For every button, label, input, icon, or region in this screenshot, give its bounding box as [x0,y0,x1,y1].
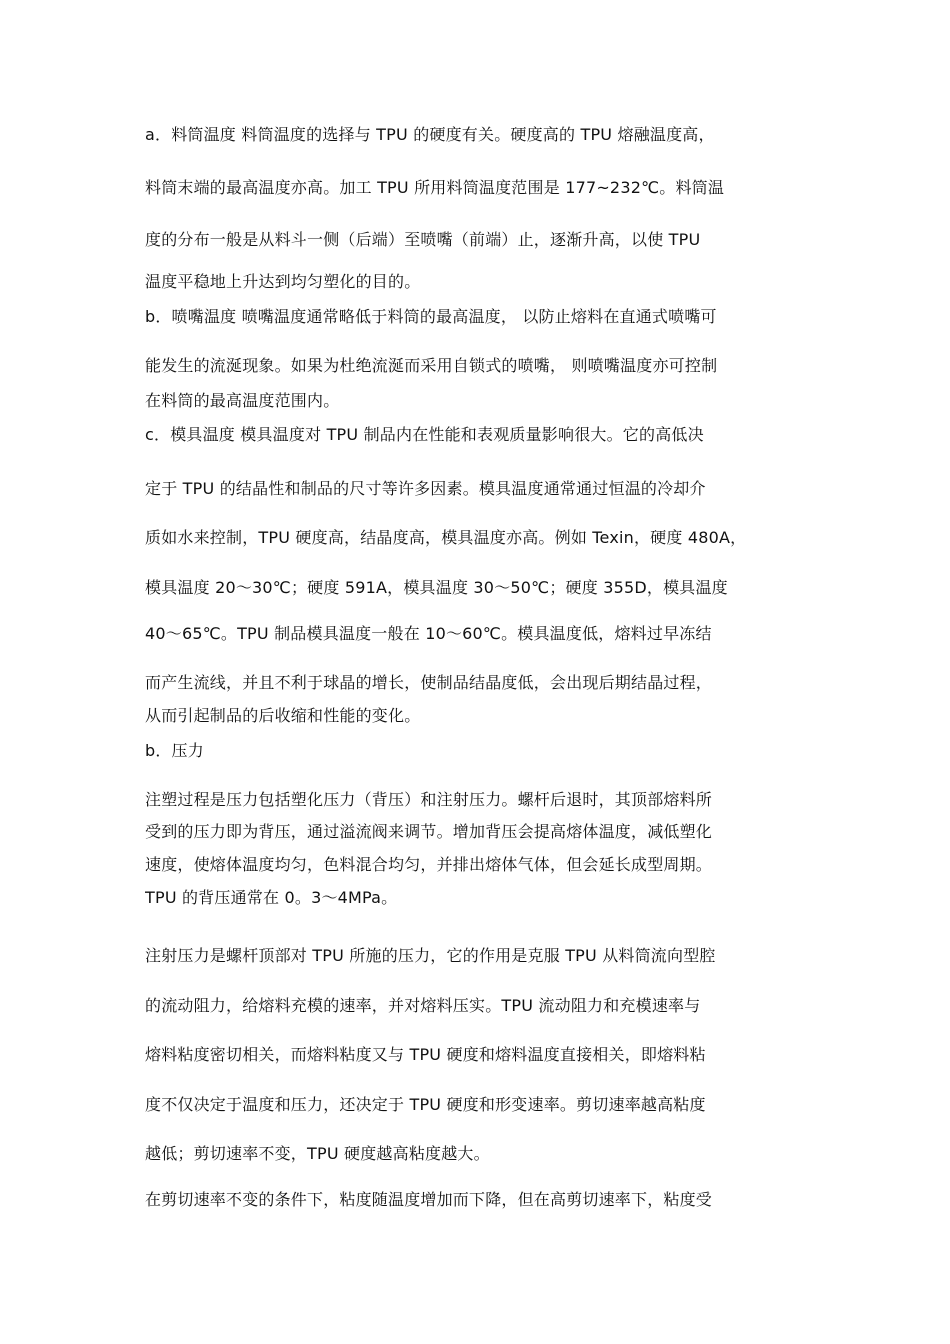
text-line: 能发生的流涎现象。如果为杜绝流涎而采用自锁式的喷嘴， 则喷嘴温度亦可控制 [145,356,718,375]
text-line: 在料筒的最高温度范围内。 [145,391,340,410]
text-line: 速度，使熔体温度均匀，色料混合均匀，并排出熔体气体，但会延长成型周期。 [145,855,713,874]
text-line: 度的分布一般是从料斗一侧（后端）至喷嘴（前端）止，逐渐升高，以使 TPU [145,230,701,249]
text-line: 而产生流线，并且不利于球晶的增长，使制品结晶度低，会出现后期结晶过程， [145,673,713,692]
text-line: 受到的压力即为背压，通过溢流阀来调节。增加背压会提高熔体温度，减低塑化 [145,822,713,841]
text-line: 度不仅决定于温度和压力，还决定于 TPU 硬度和形变速率。剪切速率越高粘度 [145,1095,706,1114]
section-heading: b．压力 [145,741,204,760]
text-line: 注射压力是螺杆顶部对 TPU 所施的压力，它的作用是克服 TPU 从料筒流向型腔 [145,946,716,965]
text-line: 40～65℃。TPU 制品模具温度一般在 10～60℃。模具温度低，熔料过早冻结 [145,624,712,643]
text-line: 熔料粘度密切相关，而熔料粘度又与 TPU 硬度和熔料温度直接相关，即熔料粘 [145,1045,706,1064]
text-line: 的流动阻力，给熔料充模的速率，并对熔料压实。TPU 流动阻力和充模速率与 [145,996,701,1015]
text-line: 从而引起制品的后收缩和性能的变化。 [145,706,421,725]
text-line: TPU 的背压通常在 0。3～4MPa。 [145,888,398,907]
text-line: 在剪切速率不变的条件下，粘度随温度增加而下降，但在高剪切速率下，粘度受 [145,1190,713,1209]
text-line: 定于 TPU 的结晶性和制品的尺寸等许多因素。模具温度通常通过恒温的冷却介 [145,479,706,498]
text-line: 温度平稳地上升达到均匀塑化的目的。 [145,272,421,291]
text-line: b．喷嘴温度 喷嘴温度通常略低于料筒的最高温度， 以防止熔料在直通式喷嘴可 [145,307,717,326]
text-line: 注塑过程是压力包括塑化压力（背压）和注射压力。螺杆后退时，其顶部熔料所 [145,790,713,809]
text-line: 越低；剪切速率不变，TPU 硬度越高粘度越大。 [145,1144,490,1163]
text-line: a．料筒温度 料筒温度的选择与 TPU 的硬度有关。硬度高的 TPU 熔融温度高， [145,125,715,144]
text-line: c．模具温度 模具温度对 TPU 制品内在性能和表观质量影响很大。它的高低决 [145,425,704,444]
text-line: 质如水来控制，TPU 硬度高，结晶度高，模具温度亦高。例如 Texin，硬度 480A， [145,528,747,547]
text-line: 模具温度 20～30℃；硬度 591A，模具温度 30～50℃；硬度 355D，模具温度 [145,578,728,597]
text-line: 料筒末端的最高温度亦高。加工 TPU 所用料筒温度范围是 177~232℃。料筒温 [145,178,725,197]
